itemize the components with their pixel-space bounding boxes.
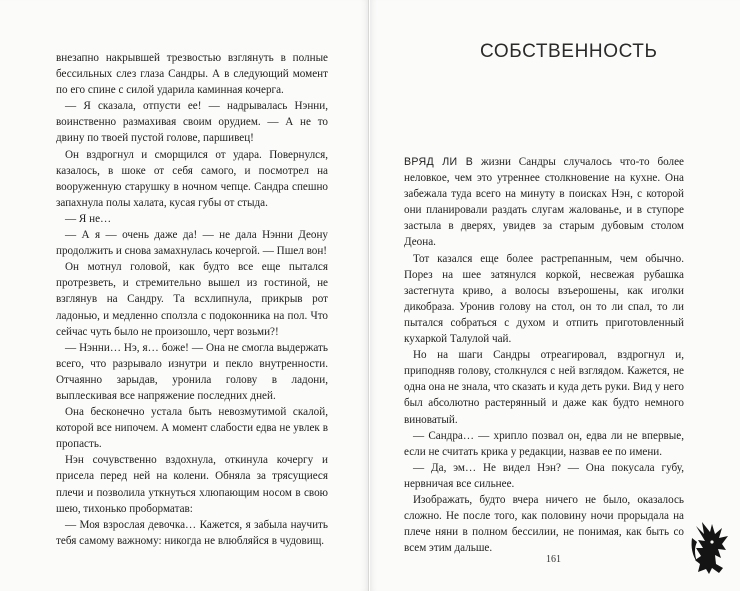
right-text-column [404,154,684,556]
paragraph: — Сандра… — хрипло позвал он, едва ли не впервые, если не считать крика у редакции, назвав ее по имени. [404,429,684,458]
paragraph: Она бесконечно устала быть невозмутимой скалой, которой все нипочем. А момент слабости едва не увлек в пропасть. [56,406,328,451]
paragraph: — Моя взрослая девочка… Кажется, я забыла научить тебя самому важному: никогда не влюбляйся в чудовищ. [56,518,328,547]
paragraph: Он мотнул головой, как будто все еще пытался протрезветь, и стремительно вышел из гостиной, не взглянув на Сандру. Та всхлипнула, прикрыв рот ладонью, и медленно сползла с подоконника на пол. Что сейчас чуть было не произошло, черт возьми?! [56,261,328,338]
paragraph: Он вздрогнул и сморщился от удара. Повернулся, казалось, в шоке от себя самого, и посмотрел на вооруженную старушку в ночном чепце. Сандра спешно запахнула полы халата, кусая губы от стыда. [56,148,328,209]
paragraph: Нэн сочувственно вздохнула, откинула кочергу и присела перед ней на колени. Обняла за трясущиеся плечи и позволила уткнуться хлюпающим носом в свою шею, тихонько проборматав: [56,454,328,515]
paragraph: внезапно накрывшей трезвостью взглянуть в полные бессильных слез глаза Сандры. А в следующий момент по его спине с силой ударила каминная кочерга. [56,52,328,97]
paragraph-text: жизни Сандры случалось что-то более неловкое, чем это утреннее столкновение на кухне. Она забежала туда всего на минуту в поисках Нэн, с которой они планировали раздать слугам жалованье, и в ступоре застыла в дверях, увидев за старым дубовым столом Деона. [404,156,684,249]
chapter-title: СОБСТВЕННОСТЬ [480,41,658,62]
right-page [370,0,740,591]
paragraph: — Да, эм… Не видел Нэн? — Она покусала губу, нервничая все сильнее. [404,461,684,490]
left-text-column [56,50,328,549]
paragraph [404,154,684,251]
paragraph: Но на шаги Сандры отреагировал, вздрогнул и, приподняв голову, столкнулся с ней взглядом. Кажется, не одна она не знала, что сказать и куда деть руки. Вид у него был абсолютно растерянный и даже как будто немного виноватый. [404,349,684,426]
left-page [0,0,369,591]
paragraph: — А я — очень даже да! — не дала Нэнни Деону продолжить и снова замахнулась кочергой. — Пшел вон! [56,229,328,258]
paragraph: — Нэнни… Нэ, я… боже! — Она не смогла выдержать всего, что разрывало изнутри и пекло внутренности. Отчаянно зарыдав, уронила голову в ладони, выплескивая все напряжение последних дней. [56,341,328,402]
paragraph: Тот казался еще более растрепанным, чем обычно. Порез на шее затянулся коркой, несвежая рубашка застегнута криво, а волосы взъерошены, как иголки дикобраза. Уронив голову на стол, он то ли спал, то ли пытался собраться с духом и отпить приготовленный кухаркой Талулой чай. [404,252,684,346]
chapter-lead-in: ВРЯД ЛИ В [404,156,474,168]
paragraph: Изображать, будто вчера ничего не было, оказалось сложно. Не после того, как половину ночи прорыдала на плече няни в полном бессилии, не понимая, как быть со всем этим дальше. [404,493,684,555]
paragraph: — Я сказала, отпусти ее! — надрывалась Нэнни, воинственно размахивая своим орудием. — А не то двину по твоей пустой голове, паршивец! [56,100,328,145]
page-number: 161 [546,554,561,565]
gargoyle-emblem-icon [688,518,734,578]
paragraph: — Я не… [65,212,112,225]
